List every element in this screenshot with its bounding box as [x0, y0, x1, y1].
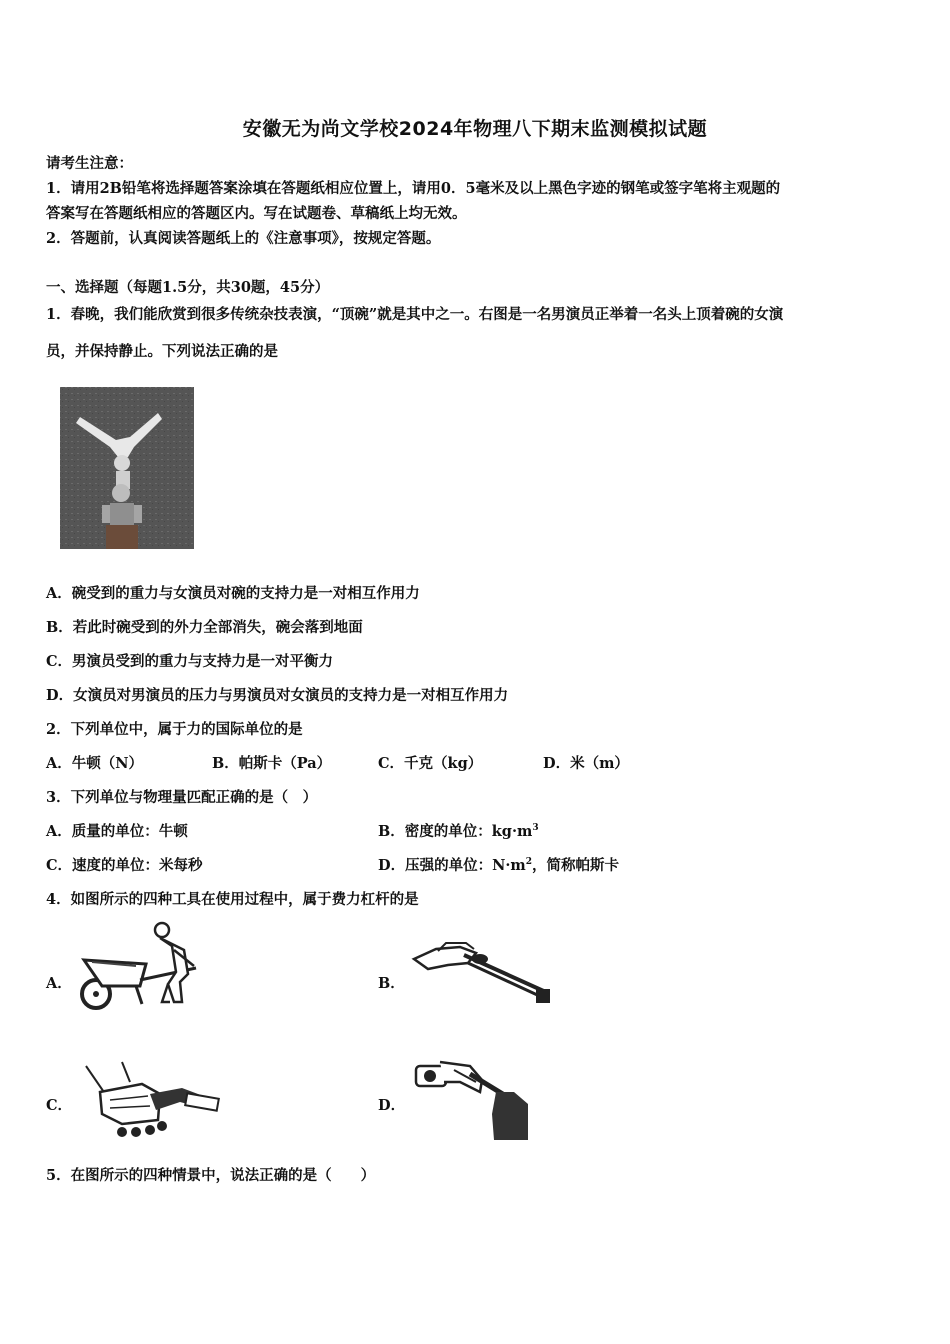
question-2-option-b: B．帕斯卡（Pa） [212, 755, 332, 772]
question-4-option-b-label: B． [378, 975, 405, 992]
question-3-option-d-sup: 2 [525, 857, 532, 868]
acrobat-photo [58, 385, 198, 550]
question-4-option-a-label: A． [46, 975, 72, 992]
wheelbarrow-image [76, 920, 206, 1012]
question-2-option-c: C．千克（kg） [378, 755, 483, 772]
question-1-stem-line-2: 员，并保持静止。下列说法正确的是 [46, 343, 278, 360]
notice-item-1-line-1: 1．请用2B铅笔将选择题答案涂填在答题纸相应位置上，请用0．5毫米及以上黑色字迹的钢笔或签字笔将主观题的 [46, 180, 781, 197]
question-2-option-d: D．米（m） [543, 755, 629, 772]
notice-item-1-line-2: 答案写在答题纸相应的答题区内。写在试题卷、草稿纸上均无效。 [46, 205, 467, 222]
question-1-option-b: B．若此时碗受到的外力全部消失，碗会落到地面 [46, 619, 363, 636]
question-5-stem: 5．在图所示的四种情景中，说法正确的是（ ） [46, 1167, 376, 1184]
question-3-option-b [378, 820, 539, 841]
question-4-option-d-label: D． [378, 1097, 406, 1114]
question-1-option-c: C．男演员受到的重力与支持力是一对平衡力 [46, 653, 334, 670]
page-title: 安徽无为尚文学校2024年物理八下期末监测模拟试题 [242, 118, 708, 140]
notice-item-2: 2．答题前，认真阅读答题纸上的《注意事项》，按规定答题。 [46, 230, 441, 247]
question-3-option-d-text: D．压强的单位：N·m [378, 857, 526, 874]
question-3-stem: 3．下列单位与物理量匹配正确的是（ ） [46, 789, 318, 806]
bottle-opener-image [410, 1052, 535, 1142]
question-2-option-a: A．牛顿（N） [46, 755, 144, 772]
question-3-option-b-sup: 3 [532, 823, 539, 834]
notice-heading: 请考生注意： [46, 155, 133, 172]
tweezers-hand-image [408, 935, 558, 1010]
question-3-option-a: A．质量的单位：牛顿 [46, 823, 188, 840]
question-4-stem: 4．如图所示的四种工具在使用过程中，属于费力杠杆的是 [46, 891, 419, 908]
question-1-option-a: A．碗受到的重力与女演员对碗的支持力是一对相互作用力 [46, 585, 420, 602]
question-3-option-b-text: B．密度的单位：kg·m [378, 823, 533, 840]
question-3-option-c: C．速度的单位：米每秒 [46, 857, 203, 874]
pliers-hand-image [82, 1058, 222, 1142]
question-3-option-d-suffix: ，简称帕斯卡 [531, 857, 619, 874]
question-3-option-d [378, 854, 619, 875]
question-1-stem-line-1: 1．春晚，我们能欣赏到很多传统杂技表演，“顶碗”就是其中之一。右图是一名男演员正举着一名头上顶着碗的女演 [46, 306, 784, 323]
section-heading: 一、选择题（每题1.5分，共30题，45分） [46, 279, 330, 296]
question-2-stem: 2．下列单位中，属于力的国际单位的是 [46, 721, 303, 738]
question-4-option-c-label: C． [46, 1097, 73, 1114]
question-1-option-d: D．女演员对男演员的压力与男演员对女演员的支持力是一对相互作用力 [46, 687, 509, 704]
